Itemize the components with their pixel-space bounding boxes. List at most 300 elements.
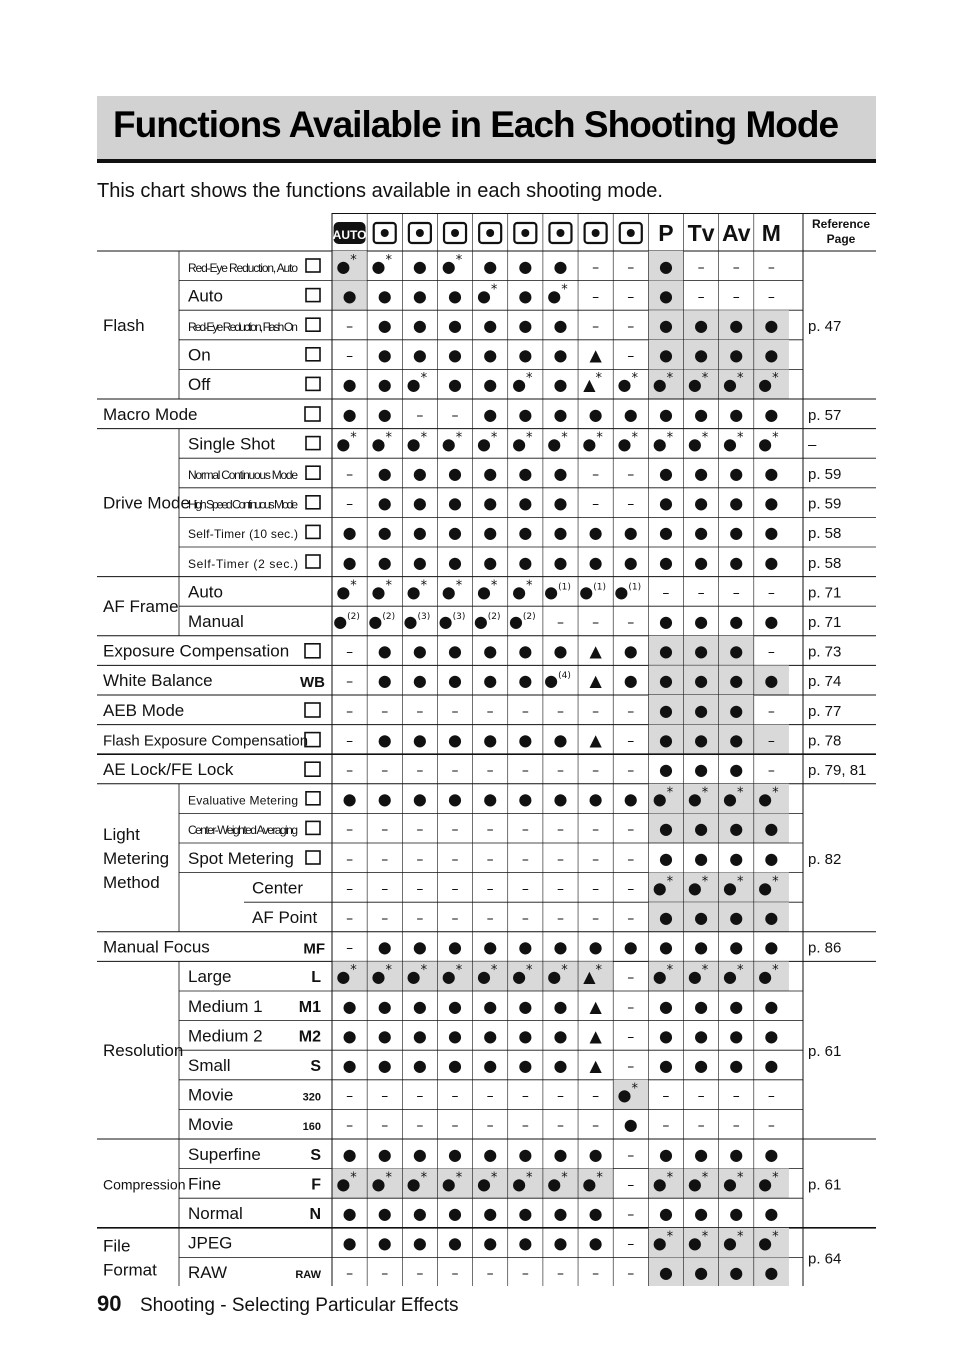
- group-label: Drive Mode: [103, 493, 190, 513]
- cell-value: ●*: [371, 252, 392, 276]
- cell-value: ●: [448, 1204, 463, 1223]
- cell-value: ●: [729, 552, 744, 572]
- cell-value: ●: [764, 671, 779, 691]
- reference-page: p. 82: [808, 850, 842, 868]
- cell-value: ●$^{(1)}$: [614, 582, 642, 602]
- cell-value: ●: [518, 404, 533, 424]
- cell-value: ●: [377, 1144, 392, 1164]
- cell-value: ●*: [652, 1229, 674, 1253]
- wb-icon-text: WB: [300, 674, 325, 692]
- cell-value: ●*: [547, 963, 568, 987]
- cell-value: ●*: [758, 963, 779, 987]
- cell-value: ●*: [582, 430, 603, 454]
- cell-value: ●: [377, 464, 392, 483]
- cell-value: ●: [694, 937, 709, 957]
- cell-value: –: [592, 881, 600, 898]
- row-label: Movie: [188, 1085, 234, 1105]
- cell-value: ●: [483, 1026, 498, 1046]
- cell-value: ●: [518, 1026, 533, 1046]
- cell-value: –: [592, 1088, 600, 1105]
- cell-value: ●: [764, 819, 779, 839]
- group-label: AEB Mode: [103, 700, 185, 720]
- cell-value: ●: [553, 404, 568, 424]
- reference-page: p. 61: [808, 1176, 842, 1194]
- cell-value: ●: [764, 523, 779, 543]
- cell-value: ●: [377, 345, 392, 365]
- cell-value: ●*: [687, 1170, 709, 1194]
- cell-value: ●: [412, 286, 427, 306]
- cell-value: ●: [483, 730, 498, 750]
- cell-value: –: [346, 851, 354, 868]
- cell-value: ●: [729, 612, 744, 631]
- cell-value: ●: [448, 523, 463, 543]
- cell-value: –: [767, 259, 775, 276]
- cell-value: –: [556, 763, 564, 779]
- row-label: High Speed Continuous Mode: [188, 497, 298, 512]
- cell-value: ●: [764, 1204, 779, 1223]
- cell-value: ●: [658, 730, 673, 750]
- cell-value: ●: [377, 1026, 392, 1046]
- cell-value: ●: [729, 937, 744, 957]
- cell-value: –: [381, 851, 389, 868]
- cell-value: ●: [518, 937, 533, 957]
- cell-value: –: [381, 1118, 389, 1135]
- cell-value: ●: [377, 996, 392, 1016]
- cell-value: ●: [448, 464, 463, 483]
- mode-p-label: P: [658, 220, 674, 246]
- cell-value: ●: [764, 848, 779, 868]
- cell-value: ●: [588, 1233, 603, 1253]
- cell-value: ●: [588, 1144, 603, 1164]
- cell-value: ●*: [758, 874, 779, 898]
- cell-value: ●: [729, 316, 744, 335]
- cell-value: –: [346, 674, 354, 691]
- cell-value: –: [346, 911, 354, 927]
- cell-value: ●: [483, 404, 498, 424]
- row-label: Superfine: [188, 1144, 261, 1164]
- cell-value: –: [627, 822, 635, 839]
- cell-value: ●$^{(1)}$: [544, 582, 571, 602]
- cell-value: –: [416, 911, 424, 927]
- cell-value: –: [416, 881, 424, 898]
- cell-value: –: [486, 851, 494, 868]
- group-label: White Balance: [103, 671, 213, 691]
- cell-value: ●: [448, 641, 463, 661]
- cell-value: ●: [448, 937, 463, 957]
- reference-page: p. 79, 81: [808, 762, 867, 779]
- cell-value: ●*: [371, 430, 392, 454]
- cell-value: –: [592, 851, 600, 868]
- cell-value: –: [662, 585, 670, 602]
- cell-value: –: [346, 1088, 354, 1105]
- cell-value: ●: [518, 552, 533, 572]
- cell-value: –: [627, 319, 635, 335]
- cell-value: ●*: [476, 282, 498, 306]
- cell-value: –: [556, 1118, 564, 1135]
- cell-value: ●*: [722, 1229, 744, 1253]
- cell-value: –: [486, 1266, 494, 1283]
- portrait-mode-icon-center: [381, 229, 389, 237]
- cell-value: ●: [377, 493, 392, 513]
- cell-value: ●$^{(2)}$: [508, 612, 536, 631]
- cell-value: –: [486, 1088, 494, 1105]
- cell-value: ▲: [589, 1056, 602, 1075]
- cell-value: ●: [658, 1204, 673, 1223]
- cell-value: ●: [729, 730, 744, 750]
- cell-value: ●: [412, 464, 427, 483]
- cell-value: ●: [764, 316, 779, 335]
- cell-value: ●: [729, 760, 744, 779]
- cell-value: ●: [694, 996, 709, 1016]
- cell-value: –: [767, 733, 775, 750]
- row-label: Manual: [188, 612, 244, 631]
- cell-value: ●: [694, 464, 709, 483]
- cell-value: –: [627, 881, 635, 898]
- cell-value: ●: [764, 1056, 779, 1075]
- cell-value: ▲: [589, 1026, 602, 1046]
- cell-value: ●*: [512, 578, 533, 602]
- cell-value: –: [767, 585, 775, 602]
- cell-value: ●: [553, 464, 568, 483]
- cell-value: ●: [377, 1056, 392, 1075]
- cell-value: –: [346, 733, 354, 750]
- sports-mode-icon-center: [486, 229, 494, 237]
- cell-value: ●: [764, 996, 779, 1016]
- cell-value: ●: [518, 996, 533, 1016]
- cell-value: –: [767, 1118, 775, 1135]
- cell-value: –: [486, 822, 494, 839]
- cell-value: ●: [694, 493, 709, 513]
- cell-value: –: [697, 1088, 705, 1105]
- cell-value: –: [521, 703, 529, 720]
- reference-page: p. 86: [808, 939, 842, 957]
- cell-value: –: [451, 881, 459, 898]
- cell-value: ●: [448, 789, 463, 809]
- cell-value: ●: [448, 1233, 463, 1253]
- cell-value: ●: [623, 641, 638, 661]
- cell-value: ●: [412, 1026, 427, 1046]
- group-label: Macro Mode: [103, 404, 198, 424]
- cell-value: –: [627, 289, 635, 306]
- special-scene-mode-icon-center: [521, 229, 529, 237]
- cell-value: –: [662, 1118, 670, 1135]
- cell-value: –: [627, 763, 635, 779]
- function-table: [97, 213, 877, 1286]
- cell-value: ●*: [336, 252, 357, 276]
- cell-value: –: [521, 822, 529, 839]
- cell-value: –: [627, 703, 635, 720]
- landscape-mode-icon-center: [416, 229, 424, 237]
- cell-value: ●: [518, 641, 533, 661]
- cell-value: ●: [764, 1263, 779, 1283]
- cell-value: ●*: [687, 371, 709, 395]
- cell-value: ●: [729, 819, 744, 839]
- cell-value: –: [521, 911, 529, 927]
- cell-value: ●: [412, 256, 427, 276]
- cell-value: ●: [694, 819, 709, 839]
- cell-value: –: [627, 1266, 635, 1283]
- cell-value: ●$^{(3)}$: [438, 612, 466, 631]
- cell-value: ●: [553, 316, 568, 335]
- cell-value: –: [346, 496, 354, 513]
- cell-value: ●: [518, 286, 533, 306]
- mf-icon-text: MF: [303, 940, 325, 958]
- cell-value: ●: [412, 316, 427, 335]
- cell-value: ●: [448, 493, 463, 513]
- cell-value: ●: [553, 256, 568, 276]
- group-label-line: File: [103, 1236, 131, 1256]
- row-label: Spot Metering: [188, 848, 294, 868]
- reference-page: p. 78: [808, 732, 842, 750]
- intro-text: This chart shows the functions available in each shooting mode.: [97, 180, 663, 202]
- cell-value: ●*: [722, 1170, 744, 1194]
- cell-value: –: [416, 1266, 424, 1283]
- reference-page: p. 71: [808, 584, 842, 602]
- cell-value: ●: [448, 316, 463, 335]
- cell-value: –: [627, 851, 635, 868]
- cell-value: –: [627, 970, 635, 987]
- row-icon-text: M1: [298, 998, 321, 1016]
- row-icon-text: M2: [298, 1028, 321, 1046]
- cell-value: ●: [412, 552, 427, 572]
- cell-value: –: [451, 703, 459, 720]
- cell-value: ●: [764, 612, 779, 631]
- cell-value: –: [627, 467, 635, 483]
- cell-value: ●: [658, 316, 673, 335]
- cell-value: ●*: [441, 963, 463, 987]
- cell-value: –: [767, 703, 775, 720]
- cell-value: ●*: [371, 963, 392, 987]
- cell-value: ●: [448, 671, 463, 691]
- cell-value: ●: [764, 404, 779, 424]
- cell-value: –: [767, 289, 775, 306]
- cell-value: ●: [412, 730, 427, 750]
- row-label: Evaluative Metering: [188, 793, 298, 808]
- cell-value: ●: [342, 286, 357, 306]
- cell-value: ●*: [722, 963, 744, 987]
- cell-value: ●: [588, 552, 603, 572]
- cell-value: ●*: [406, 430, 428, 454]
- continuous-icon: [306, 466, 320, 479]
- group-label: AF Frame: [103, 597, 179, 617]
- cell-value: –: [627, 615, 635, 631]
- cell-value: ●*: [617, 371, 639, 395]
- cell-value: ●: [729, 404, 744, 424]
- row-label: On: [188, 345, 211, 365]
- cell-value: ●: [553, 1204, 568, 1223]
- cell-value: ●: [412, 1144, 427, 1164]
- cell-value: ●: [729, 996, 744, 1016]
- cell-value: ●: [553, 937, 568, 957]
- cell-value: ●: [658, 552, 673, 572]
- page-footer: [97, 1291, 459, 1317]
- cell-value: ●: [483, 641, 498, 661]
- cell-value: ▲: [589, 641, 602, 661]
- cell-value: ●: [377, 730, 392, 750]
- cell-value: –: [416, 763, 424, 779]
- cell-value: –: [346, 763, 354, 779]
- title-bar: [97, 96, 876, 163]
- cell-value: –: [627, 999, 635, 1016]
- mode-m-label: M: [761, 220, 781, 246]
- cell-value: ●: [553, 1056, 568, 1075]
- cell-value: ●: [448, 375, 463, 395]
- row-label: Auto: [188, 582, 223, 602]
- cell-value: ●: [553, 345, 568, 365]
- cell-value: ●: [412, 1233, 427, 1253]
- cell-value: ●: [412, 937, 427, 957]
- cell-value: ▲*: [583, 963, 603, 987]
- cell-value: –: [381, 1266, 389, 1283]
- cell-value: ●: [377, 641, 392, 661]
- cell-value: ●: [448, 286, 463, 306]
- cell-value: ●: [588, 404, 603, 424]
- cell-value: ●: [694, 908, 709, 927]
- cell-value: –: [521, 1088, 529, 1105]
- cell-value: ●: [729, 1056, 744, 1075]
- cell-value: ●*: [336, 430, 357, 454]
- cell-value: ●: [588, 523, 603, 543]
- row-label: JPEG: [188, 1233, 233, 1253]
- cell-value: ●*: [687, 874, 709, 898]
- reference-page: p. 58: [808, 525, 842, 543]
- cell-value: –: [556, 615, 564, 631]
- cell-value: ●: [658, 1026, 673, 1046]
- cell-value: ●: [658, 612, 673, 631]
- cell-value: ▲*: [583, 371, 603, 395]
- self-timer-2-icon: [306, 555, 320, 568]
- cell-value: ●: [764, 937, 779, 957]
- row-label: Red-Eye Reduction, Flash On: [188, 320, 298, 334]
- row-label: Normal: [188, 1204, 243, 1223]
- cell-value: ●: [729, 908, 744, 927]
- cell-value: ●: [729, 493, 744, 513]
- cell-value: ●*: [617, 430, 639, 454]
- cell-value: ●: [588, 789, 603, 809]
- cell-value: ●: [483, 256, 498, 276]
- cell-value: ●*: [476, 1170, 498, 1194]
- cell-value: ●: [412, 493, 427, 513]
- flash-auto-icon: [306, 289, 320, 302]
- cell-value: ●*: [547, 1170, 568, 1194]
- cell-value: ●: [412, 996, 427, 1016]
- cell-value: ●: [658, 493, 673, 513]
- cell-value: ●*: [652, 785, 674, 809]
- cell-value: ●: [412, 671, 427, 691]
- cell-value: ●: [694, 1056, 709, 1075]
- cell-value: –: [732, 585, 740, 602]
- cell-value: ●: [694, 760, 709, 779]
- cell-value: ●$^{(2)}$: [333, 612, 360, 631]
- cell-value: –: [592, 289, 600, 306]
- group-label: Manual Focus: [103, 937, 210, 957]
- cell-value: ●: [764, 552, 779, 572]
- cell-value: ●: [729, 1026, 744, 1046]
- cell-value: –: [697, 259, 705, 276]
- cell-value: –: [521, 1266, 529, 1283]
- cell-value: ●*: [512, 371, 533, 395]
- cell-value: ●: [694, 1144, 709, 1164]
- cell-value: ●: [658, 286, 673, 306]
- cell-value: ●: [483, 1204, 498, 1223]
- group-label-line: Method: [103, 872, 160, 892]
- cell-value: ●: [518, 256, 533, 276]
- cell-value: –: [592, 319, 600, 335]
- cell-value: ●: [694, 730, 709, 750]
- cell-value: ●: [342, 1144, 357, 1164]
- cell-value: ●: [553, 641, 568, 661]
- cell-value: ●*: [441, 578, 463, 602]
- cell-value: ●*: [406, 1170, 428, 1194]
- cell-value: ●: [377, 404, 392, 424]
- cell-value: –: [416, 1088, 424, 1105]
- cell-value: ●: [658, 523, 673, 543]
- cell-value: ●: [729, 345, 744, 365]
- row-label: Auto: [188, 286, 223, 306]
- cell-value: –: [556, 1266, 564, 1283]
- cell-value: ●: [448, 345, 463, 365]
- cell-value: ●: [658, 345, 673, 365]
- cell-value: ●: [694, 345, 709, 365]
- cell-value: –: [732, 1118, 740, 1135]
- cell-value: ●*: [476, 963, 498, 987]
- cell-value: ●: [342, 375, 357, 395]
- cell-value: –: [521, 881, 529, 898]
- row-label: Single Shot: [188, 434, 275, 454]
- cell-value: ●: [658, 1056, 673, 1075]
- row-label: Fine: [188, 1174, 222, 1194]
- flash-on-icon: [306, 348, 320, 361]
- movie-mode-icon-center: [627, 229, 635, 237]
- cell-value: ●: [694, 404, 709, 424]
- cell-value: ●: [448, 730, 463, 750]
- cell-value: ●: [342, 996, 357, 1016]
- cell-value: –: [556, 881, 564, 898]
- cell-value: ●: [412, 1056, 427, 1075]
- cell-value: –: [451, 763, 459, 779]
- cell-value: ●: [553, 552, 568, 572]
- cell-value: ●: [764, 1026, 779, 1046]
- cell-value: ●: [658, 1144, 673, 1164]
- row-icon-text: RAW: [295, 1269, 321, 1282]
- cell-value: ●: [342, 1233, 357, 1253]
- cell-value: ●: [483, 1233, 498, 1253]
- cell-value: ●: [694, 700, 709, 720]
- cell-value: ●: [377, 937, 392, 957]
- cell-value: ●: [342, 523, 357, 543]
- cell-value: ●*: [687, 785, 709, 809]
- cell-value: ●: [518, 493, 533, 513]
- cell-value: –: [346, 1118, 354, 1135]
- cell-value: ●: [342, 1026, 357, 1046]
- cell-value: –: [592, 911, 600, 927]
- self-timer-10-icon: [306, 525, 320, 538]
- cell-value: ●*: [758, 371, 779, 395]
- cell-value: ●: [483, 464, 498, 483]
- cell-value: –: [592, 1266, 600, 1283]
- row-label: Large: [188, 967, 232, 987]
- cell-value: ●: [623, 937, 638, 957]
- cell-value: ●: [483, 1056, 498, 1075]
- cell-value: –: [521, 851, 529, 868]
- cell-value: –: [346, 703, 354, 720]
- row-label: Small: [188, 1056, 231, 1075]
- cell-value: ▲: [589, 345, 602, 365]
- reference-page: –: [808, 436, 817, 454]
- cell-value: –: [732, 289, 740, 306]
- page-number: 90: [97, 1291, 122, 1316]
- cell-value: ●: [729, 523, 744, 543]
